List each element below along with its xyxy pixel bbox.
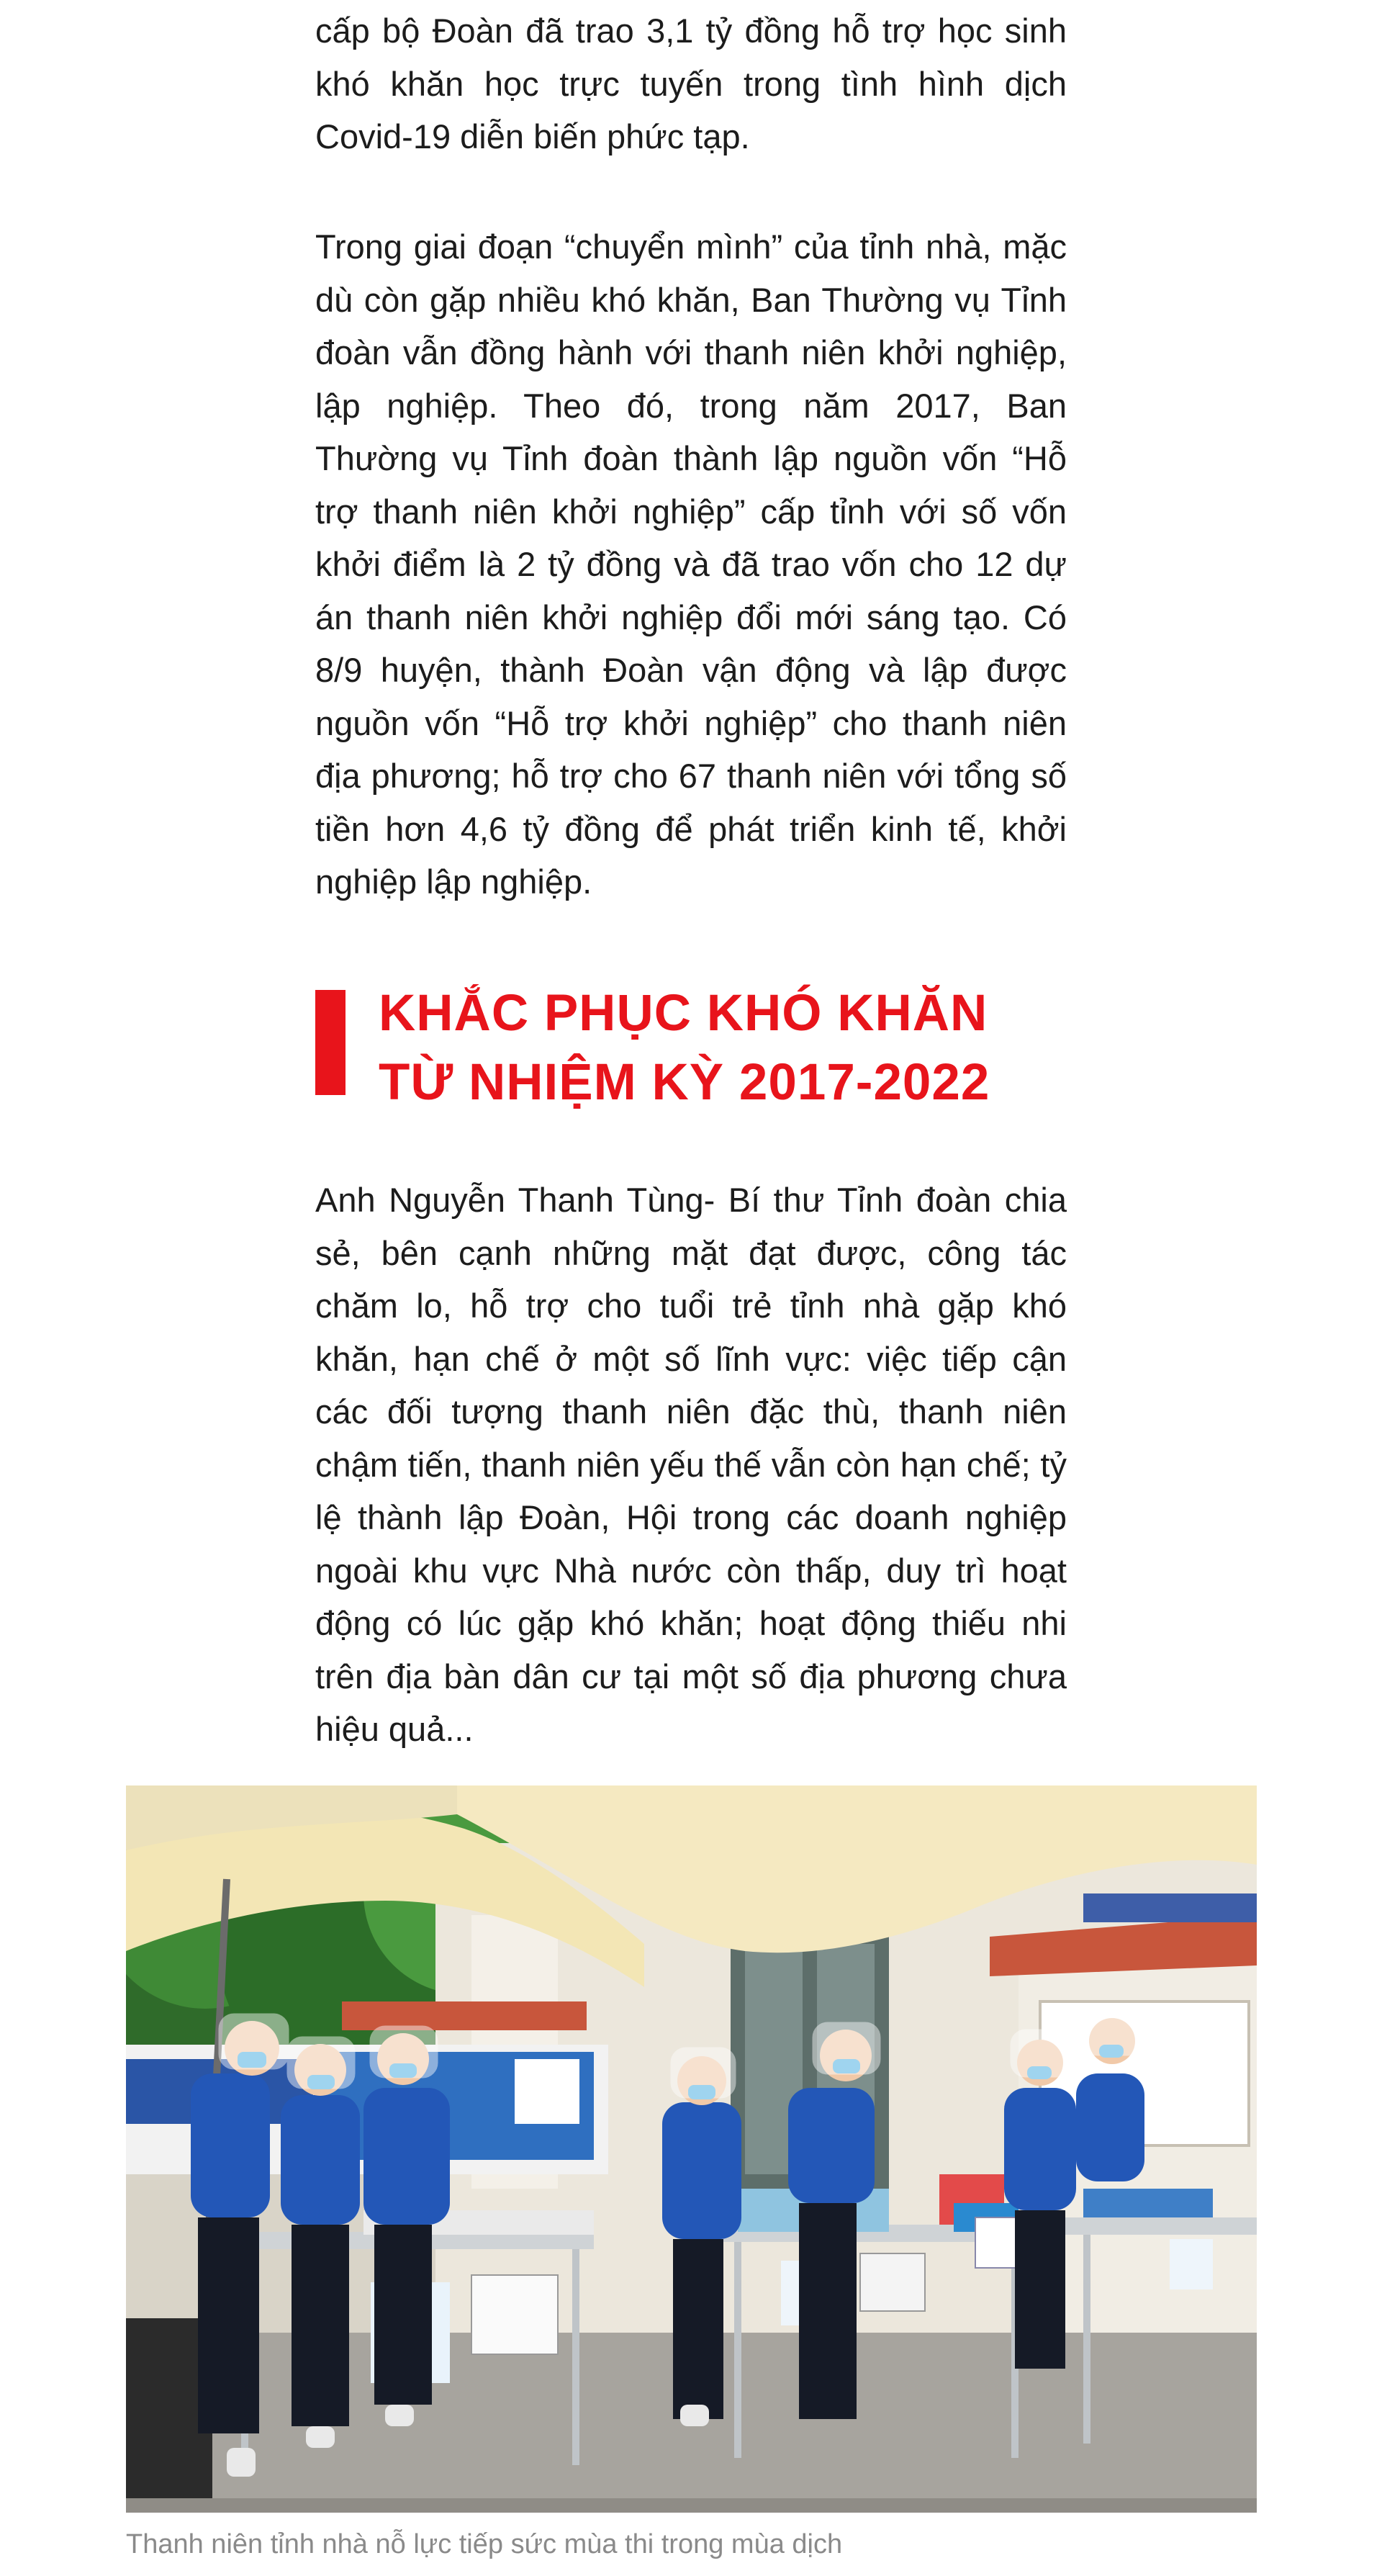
photo-caption: Thanh niên tỉnh nhà nỗ lực tiếp sức mùa thi trong mùa dịch (126, 2529, 843, 2559)
article-paragraph-1: cấp bộ Đoàn đã trao 3,1 tỷ đồng hỗ trợ học sinh khó khăn học trực tuyến trong tình hình dịch Covid-19 diễn biến phức tạp. (315, 12, 1067, 156)
article-paragraph-3: Anh Nguyễn Thanh Tùng- Bí thư Tỉnh đoàn chia sẻ, bên cạnh những mặt đạt được, công tác chăm lo, hỗ trợ cho tuổi trẻ tỉnh nhà gặp khó khăn, hạn chế ở một số lĩnh vực: việc tiếp cận các đối tượng thanh niên đặc thù, thanh niên chậm tiến, thanh niên yếu thế vẫn còn hạn chế; tỷ lệ thành lập Đoàn, Hội trong các doanh nghiệp ngoài khu vực Nhà nước còn thấp, duy trì hoạt động có lúc gặp khó khăn; hoạt động thiếu nhi trên địa bàn dân cư tại một số địa phương chưa hiệu quả... (315, 1181, 1067, 1748)
heading-line-2: TỪ NHIỆM KỲ 2017-2022 (379, 1054, 990, 1111)
heading-accent-bar (315, 990, 346, 1095)
article-paragraph-2: Trong giai đoạn “chuyển mình” của tỉnh nhà, mặc dù còn gặp nhiều khó khăn, Ban Thường vụ Tỉnh đoàn vẫn đồng hành với thanh niên khởi nghiệp, lập nghiệp. Theo đó, trong năm 2017, Ban Thường vụ Tỉnh đoàn thành lập nguồn vốn “Hỗ trợ thanh niên khởi nghiệp” cấp tỉnh với số vốn khởi điểm là 2 tỷ đồng và đã trao vốn cho 12 dự án thanh niên khởi nghiệp đổi mới sáng tạo. Có 8/9 huyện, thành Đoàn vận động và lập được nguồn vốn “Hỗ trợ khởi nghiệp” cho thanh niên địa phương; hỗ trợ cho 67 thanh niên với tổng số tiền hơn 4,6 tỷ đồng để phát triển kinh tế, khởi nghiệp lập nghiệp. (315, 228, 1067, 901)
heading-line-1: KHẮC PHỤC KHÓ KHĂN (379, 985, 988, 1042)
article-photo (126, 1785, 1257, 2513)
section-heading-title (379, 979, 990, 1117)
photo-illustration (126, 1785, 1257, 2513)
section-heading (315, 979, 1107, 1111)
